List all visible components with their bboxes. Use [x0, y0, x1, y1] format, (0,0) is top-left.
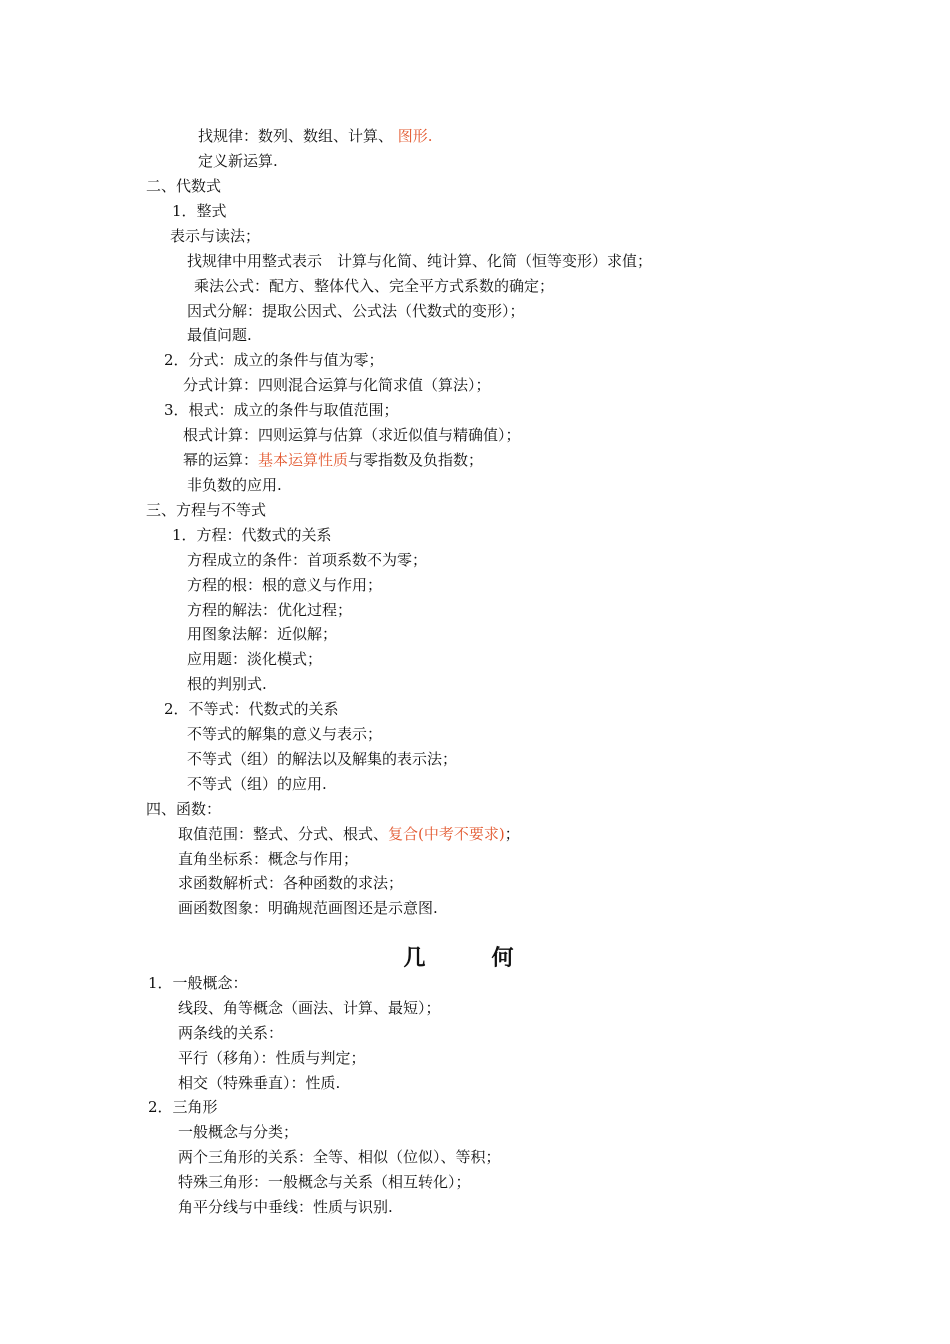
line-representation: 表示与读法； — [170, 227, 261, 245]
line-nonnegative: 非负数的应用. — [187, 476, 282, 494]
line-inequality-application: 不等式（组）的应用. — [187, 775, 327, 793]
line-equation-root: 方程的根：根的意义与作用； — [187, 576, 383, 594]
line-factorization: 因式分解：提取公因式、公式法（代数式的变形）； — [187, 302, 525, 320]
line-special-triangles: 特殊三角形：一般概念与关系（相互转化）； — [178, 1173, 471, 1191]
line-segment-angle: 线段、角等概念（画法、计算、最短）； — [178, 999, 441, 1017]
section-functions: 四、函数： — [146, 800, 222, 818]
line-multiplication-formula: 乘法公式：配方、整体代入、完全平方式系数的确定； — [194, 277, 555, 295]
line-define-operation: 定义新运算. — [198, 152, 278, 170]
geometry-title: 几何 — [403, 945, 580, 971]
line-function-expression: 求函数解析式：各种函数的求法； — [178, 874, 404, 892]
line-intersect: 相交（特殊垂直）：性质. — [178, 1074, 341, 1092]
line-domain: 取值范围：整式、分式、根式、复合(中考不要求)； — [178, 825, 520, 843]
line-equation-solution: 方程的解法：优化过程； — [187, 601, 353, 619]
subsection-fraction: 2．分式：成立的条件与值为零； — [164, 351, 384, 369]
line-inequality-solution-set: 不等式的解集的意义与表示； — [187, 725, 383, 743]
line-parallel: 平行（移角）：性质与判定； — [178, 1049, 366, 1067]
subsection-general-concepts: 1．一般概念： — [148, 974, 248, 992]
line-extremum: 最值问题. — [187, 326, 252, 344]
subsection-equation: 1．方程：代数式的关系 — [172, 526, 332, 544]
subsection-inequality: 2．不等式：代数式的关系 — [164, 700, 339, 718]
line-equation-condition: 方程成立的条件：首项系数不为零； — [187, 551, 428, 569]
line-radical-calc: 根式计算：四则运算与估算（求近似值与精确值）； — [183, 426, 521, 444]
line-function-graph: 画函数图象：明确规范画图还是示意图. — [178, 899, 438, 917]
line-power-operation: 幂的运算：基本运算性质与零指数及负指数； — [183, 451, 484, 469]
subsection-polynomial: 1．整式 — [172, 202, 227, 220]
line-find-pattern: 找规律：数列、数组、计算、 图形. — [198, 127, 433, 145]
line-bisector: 角平分线与中垂线：性质与识别. — [178, 1198, 393, 1216]
section-equations-inequalities: 三、方程与不等式 — [146, 501, 267, 519]
line-two-lines: 两条线的关系： — [178, 1024, 284, 1042]
subsection-radical: 3．根式：成立的条件与取值范围； — [164, 401, 399, 419]
subsection-triangle: 2．三角形 — [148, 1098, 218, 1116]
line-two-triangles: 两个三角形的关系：全等、相似（位似）、等积； — [178, 1148, 501, 1166]
line-discriminant: 根的判别式. — [187, 675, 267, 693]
line-fraction-calc: 分式计算：四则混合运算与化简求值（算法）； — [183, 376, 491, 394]
line-coordinate-system: 直角坐标系：概念与作用； — [178, 850, 359, 868]
line-inequality-method: 不等式（组）的解法以及解集的表示法； — [187, 750, 458, 768]
line-word-problem: 应用题：淡化模式； — [187, 650, 323, 668]
line-triangle-concepts: 一般概念与分类； — [178, 1123, 299, 1141]
line-graph-method: 用图象法解：近似解； — [187, 625, 338, 643]
section-algebraic-expressions: 二、代数式 — [146, 177, 222, 195]
line-polynomial-pattern: 找规律中用整式表示 计算与化简、纯计算、化简（恒等变形）求值； — [187, 252, 653, 270]
